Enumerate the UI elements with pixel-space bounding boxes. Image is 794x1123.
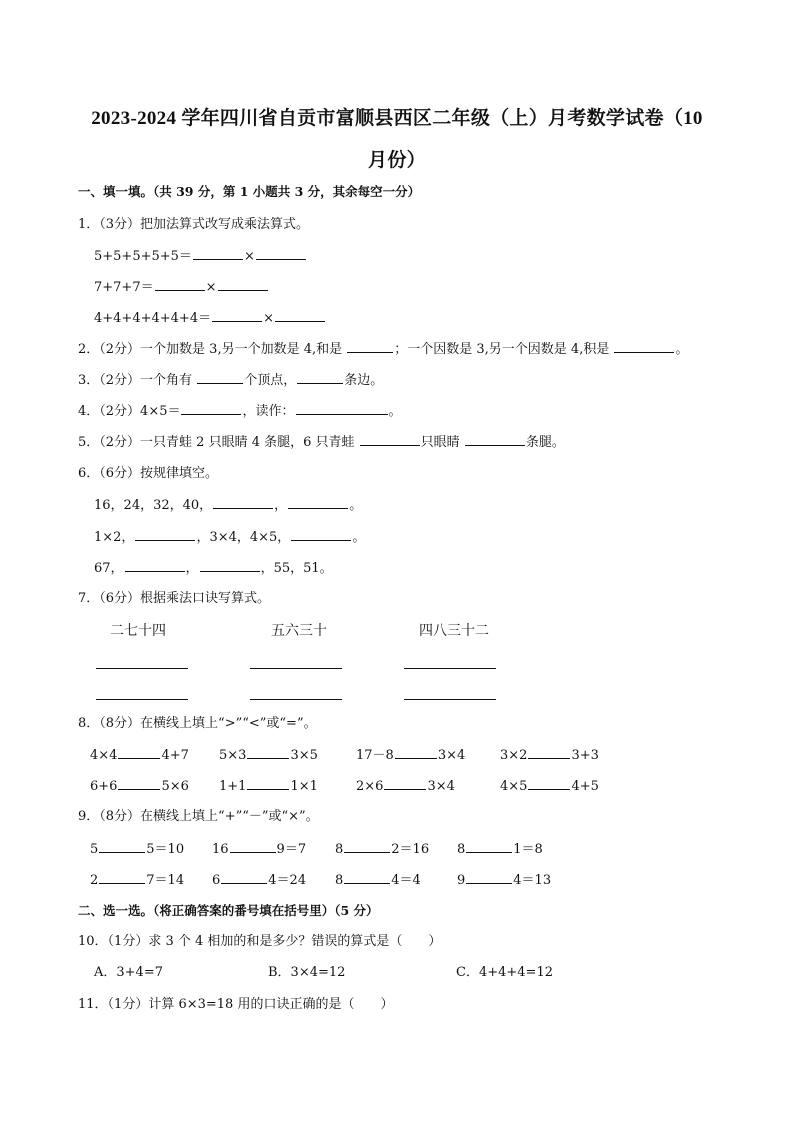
q8-right: 3×4 [437,748,466,763]
answer-blank[interactable] [297,371,343,384]
q10-stem: 10．（1分）求 3 个 4 相加的和是多少？错误的算式是（ ） [78,934,442,949]
exam-title-line-2: 月份） [368,150,426,171]
q8-right: 3+3 [571,748,599,763]
q2-part-3: 。 [675,342,689,357]
answer-blank[interactable] [395,746,437,759]
q9-left: 16 [212,842,229,857]
q2-part-1: 2．（2分）一个加数是 3,另一个加数是 4,和是 [78,342,343,357]
q6-stem: 6．（6分）按规律填空。 [78,466,219,481]
q2 [78,340,689,359]
answer-blank[interactable] [218,278,268,291]
q10-option-b[interactable]: B．3×4=12 [268,965,346,980]
answer-blank[interactable] [614,340,674,353]
answer-blank[interactable] [99,871,145,884]
q5-part-1: 5．（2分）一只青蛙 2 只眼睛 4 条腿，6 只青蛙 [78,435,355,450]
answer-blank[interactable] [213,496,273,509]
q9-right: 9＝7 [276,842,307,857]
exam-title-line-1: 2023-2024 学年四川省自贡市富顺县西区二年级（上）月考数学试卷（10 [91,108,703,129]
q9-right: 4＝13 [513,873,552,888]
q9-right: 7＝14 [146,873,185,888]
q6-row-1-c: 。 [349,498,363,513]
q3-part-2: 个顶点， [244,373,297,388]
q9-left: 8 [457,842,466,857]
answer-blank[interactable] [125,559,185,572]
q8-right: 3×5 [290,748,318,763]
q8-item [500,777,599,796]
answer-blank[interactable] [247,777,289,790]
q9-item [90,840,184,859]
answer-blank[interactable] [197,371,243,384]
q9-item [90,871,184,890]
q6-row-2-c: 。 [352,530,366,545]
answer-blank[interactable] [466,840,512,853]
q3-part-1: 3．（2分）一个角有 [78,373,193,388]
answer-line[interactable] [96,699,188,700]
q6-row-3-b: ， [185,561,199,576]
q8-left: 4×5 [500,779,528,794]
q9-left: 8 [335,842,344,857]
q4-part-1: 4．（2分）4×5＝ [78,404,181,419]
q8-item [90,777,189,796]
q3-part-3: 条边。 [344,373,384,388]
answer-blank[interactable] [465,433,525,446]
q9-item [457,840,543,859]
q8-stem: 8．（8分）在横线上填上“>”“<”或“=”。 [78,716,317,731]
q9-left: 8 [335,873,344,888]
answer-blank[interactable] [528,777,570,790]
q9-left: 2 [90,873,99,888]
q5-part-2: 只眼睛 [420,435,460,450]
q7-stem: 7．（6分）根据乘法口诀写算式。 [78,591,271,606]
q1-item-2 [94,278,269,297]
q8-left: 1+1 [219,779,247,794]
q1-item-3-op: × [263,311,274,326]
q1-item-1-op: × [243,249,255,264]
answer-blank[interactable] [118,746,160,759]
answer-blank[interactable] [247,746,289,759]
answer-blank[interactable] [291,528,351,541]
q8-right: 3×4 [427,779,455,794]
answer-blank[interactable] [528,746,570,759]
q6-row-1 [94,496,362,515]
q9-right: 2＝16 [391,842,430,857]
q8-left: 5×3 [219,748,247,763]
q9-stem: 9．（8分）在横线上填上“+”“－”或“×”。 [78,809,319,824]
section-2-heading: 二、选一选。（将正确答案的番号填在括号里）（5 分） [78,903,379,918]
answer-blank[interactable] [288,496,348,509]
answer-blank[interactable] [256,247,306,260]
answer-blank[interactable] [200,559,260,572]
q8-item [500,746,599,765]
q9-right: 1＝8 [513,842,543,857]
q4-part-3: 。 [388,404,402,419]
q8-right: 1×1 [290,779,318,794]
answer-blank[interactable] [344,840,390,853]
q9-right: 5＝10 [146,842,185,857]
q5-part-3: 条腿。 [525,435,565,450]
answer-line[interactable] [250,668,342,669]
q8-left: 4×4 [90,748,118,763]
answer-blank[interactable] [135,528,195,541]
answer-blank[interactable] [181,402,241,415]
q9-item [335,840,429,859]
q8-item [90,746,189,765]
answer-blank[interactable] [344,871,390,884]
answer-blank[interactable] [296,402,388,415]
q8-right: 4+7 [161,748,189,763]
answer-blank[interactable] [212,309,262,322]
q9-item [335,871,421,890]
q9-item [212,871,306,890]
q6-row-1-b: ， [274,498,288,513]
answer-blank[interactable] [221,871,267,884]
q9-left: 6 [212,873,221,888]
q5 [78,433,565,452]
q7-rhyme-2: 五六三十 [271,623,327,639]
q6-row-1-a: 16，24，32，40， [94,498,213,513]
q6-row-2-b: ，3×4，4×5， [196,530,291,545]
q3 [78,371,383,390]
q8-left: 2×6 [356,779,384,794]
q1-item-3-lhs: 4+4+4+4+4+4＝ [94,311,212,326]
q10-option-a[interactable]: A．3+4=7 [94,965,163,980]
q1-stem: 1．（3分）把加法算式改写成乘法算式。 [78,217,310,232]
q9-left: 9 [457,873,466,888]
q9-item [212,840,306,859]
q6-row-3-a: 67， [94,561,124,576]
answer-blank[interactable] [384,777,426,790]
q1-item-2-op: × [205,280,217,295]
q8-left: 3×2 [500,748,528,763]
answer-blank[interactable] [466,871,512,884]
q1-item-3 [94,309,326,328]
q6-row-2 [94,528,365,547]
q8-item [356,746,465,765]
q4-part-2: ，读作： [242,404,295,419]
answer-blank[interactable] [99,840,145,853]
answer-line[interactable] [404,668,496,669]
q10-option-c[interactable]: C．4+4+4=12 [456,965,553,980]
q8-item [219,746,318,765]
q8-item [356,777,455,796]
answer-blank[interactable] [193,247,243,260]
q9-left: 5 [90,842,99,857]
q7-rhyme-3: 四八三十二 [419,623,489,639]
q8-right: 4+5 [571,779,599,794]
q8-left: 17－8 [356,748,394,763]
answer-line[interactable] [96,668,188,669]
answer-blank[interactable] [230,840,276,853]
q9-item [457,871,551,890]
answer-blank[interactable] [118,777,160,790]
q8-right: 5×6 [161,779,189,794]
answer-blank[interactable] [155,278,205,291]
section-1-heading: 一、填一填。（共 39 分，第 1 小题共 3 分，其余每空一分） [78,184,421,199]
answer-line[interactable] [250,699,342,700]
answer-blank[interactable] [275,309,325,322]
q8-item [219,777,318,796]
q7-rhyme-1: 二七十四 [110,623,166,639]
q8-left: 6+6 [90,779,118,794]
q1-item-1 [94,247,307,266]
answer-blank[interactable] [360,433,420,446]
q6-row-3 [94,559,333,578]
q9-right: 4＝4 [391,873,421,888]
q2-part-2: ；一个因数是 3,另一个因数是 4,积是 [394,342,610,357]
answer-line[interactable] [404,699,496,700]
q4 [78,402,402,421]
q6-row-2-a: 1×2， [94,530,135,545]
q6-row-3-c: ，55，51。 [260,561,333,576]
q11-stem: 11．（1分）计算 6×3=18 用的口诀正确的是（ ） [78,997,394,1012]
answer-blank[interactable] [347,340,393,353]
q9-right: 4＝24 [268,873,307,888]
q1-item-2-lhs: 7+7+7＝ [94,280,154,295]
q1-item-1-lhs: 5+5+5+5+5＝ [94,249,192,264]
